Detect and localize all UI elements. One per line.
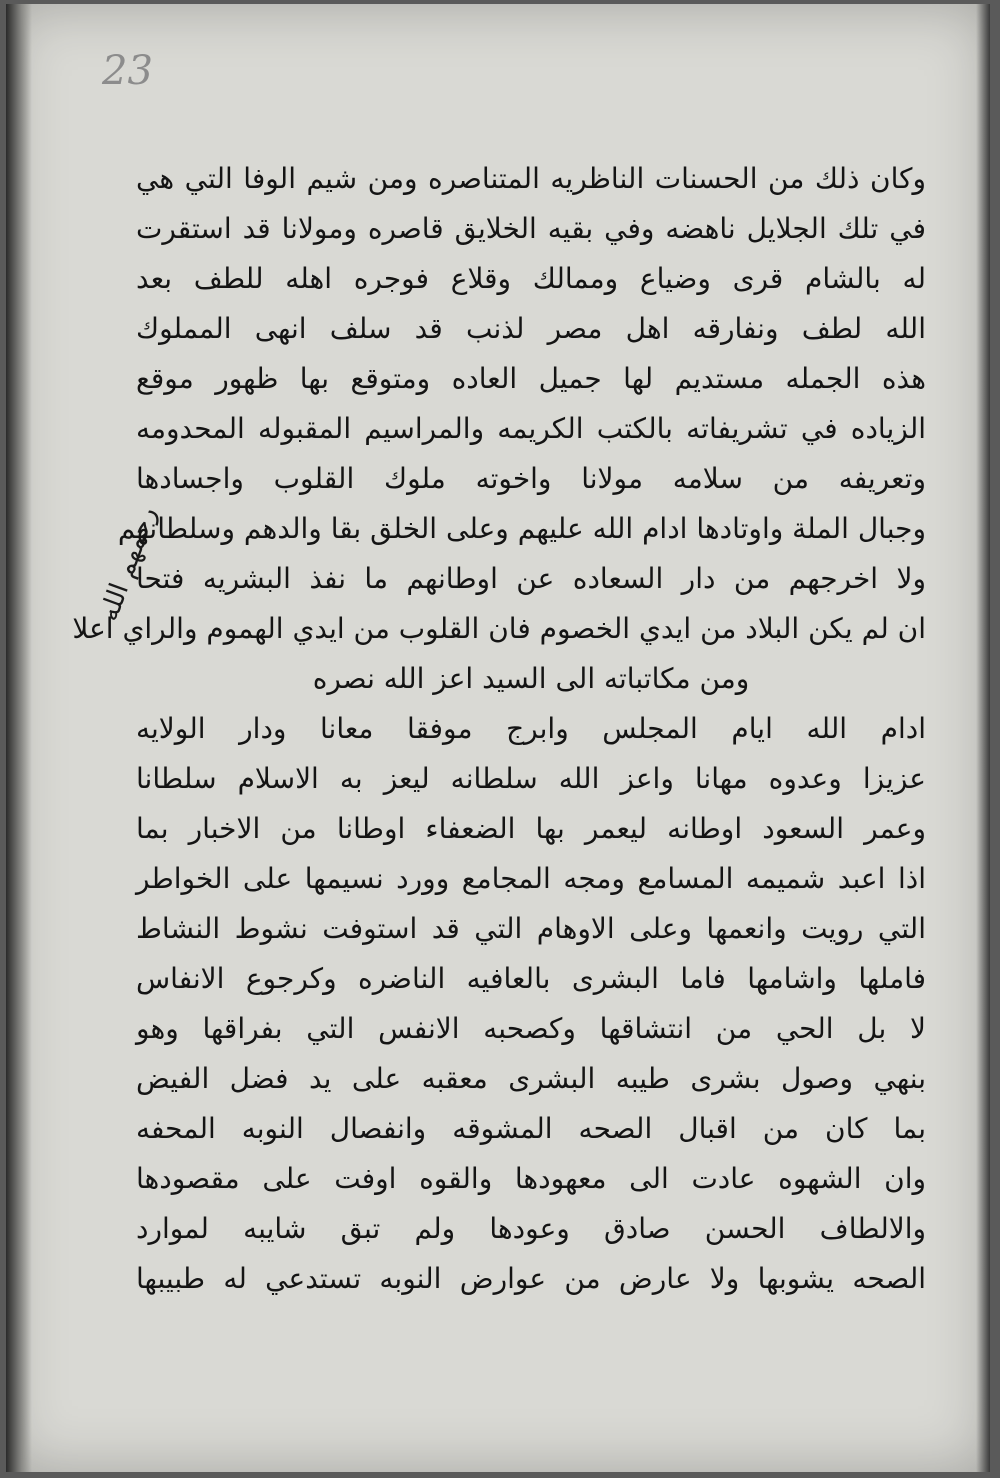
text-line: الصحه يشوبها ولا عارض من عوارض النوبه تستدعي له طبيبها: [136, 1262, 926, 1295]
text-line: وعمر السعود اوطانه ليعمر بها الضعفاء اوطانا من الاخبار بما: [136, 812, 926, 845]
text-line: لا بل الحي من انتشاقها وكصحبه الانفس التي بفراقها وهو: [136, 1012, 926, 1045]
text-line: الله لطف ونفارقه اهل مصر لذنب قد سلف انهى المملوك: [136, 312, 926, 345]
manuscript-page: [6, 4, 990, 1472]
text-line: وتعريفه من سلامه مولانا واخوته ملوك القلوب واجسادها: [136, 462, 926, 495]
page-edge-shadow: [976, 4, 990, 1472]
section-heading: ومن مكاتباته الى السيد اعز الله نصره: [312, 662, 750, 695]
text-line: اذا اعبد شميمه المسامع ومجه المجامع وورد نسيمها على الخواطر: [136, 862, 926, 895]
binding-edge: [6, 4, 32, 1472]
text-line: وان الشهوه عادت الى معهودها والقوه اوفت على مقصودها: [136, 1162, 926, 1195]
text-line: هذه الجمله مستديم لها جميل العاده ومتوقع بها ظهور موقع: [136, 362, 926, 395]
text-line: له بالشام قرى وضياع وممالك وقلاع فوجره اهله للطف بعد: [136, 262, 926, 295]
text-line: عزيزا وعدوه مهانا واعز الله سلطانه ليعز به الاسلام سلطانا: [136, 762, 926, 795]
text-line: بنهي وصول بشرى طيبه البشرى معقبه على يد فضل الفيض: [136, 1062, 926, 1095]
text-line: وكان ذلك من الحسنات الناظريه المتناصره ومن شيم الوفا التي هي: [136, 162, 926, 195]
text-line: الزياده في تشريفاته بالكتب الكريمه والمراسيم المقبوله المحدومه: [136, 412, 926, 445]
text-line: في تلك الجلايل ناهضه وفي بقيه الخلايق قاصره ومولانا قد استقرت: [136, 212, 926, 245]
text-line: فاملها واشامها فاما البشرى بالعافيه الناضره وكرجوع الانفاس: [136, 962, 926, 995]
text-line: بما كان من اقبال الصحه المشوقه وانفصال النوبه المحفه: [136, 1112, 926, 1145]
text-line: وجبال الملة واوتادها ادام الله عليهم وعلى الخلق بقا والدهم وسلطانهم: [117, 512, 926, 545]
text-line: التي رويت وانعمها وعلى الاوهام التي قد استوفت نشوط النشاط: [136, 912, 926, 945]
folio-number: 23: [102, 48, 153, 94]
margin-note-text: رحمهم الله: [93, 503, 163, 625]
text-line: ان لم يكن البلاد من ايدي الخصوم فان القلوب من ايدي الهموم والراي اعلا: [72, 612, 926, 645]
text-line: ادام الله ايام المجلس وابرج موفقا معانا ودار الولايه: [136, 712, 926, 745]
text-line: ولا اخرجهم من دار السعاده عن اوطانهم ما نفذ البشريه فتحا: [136, 562, 926, 595]
text-line: والالطاف الحسن صادق وعودها ولم تبق شايبه لموارد: [136, 1212, 926, 1245]
